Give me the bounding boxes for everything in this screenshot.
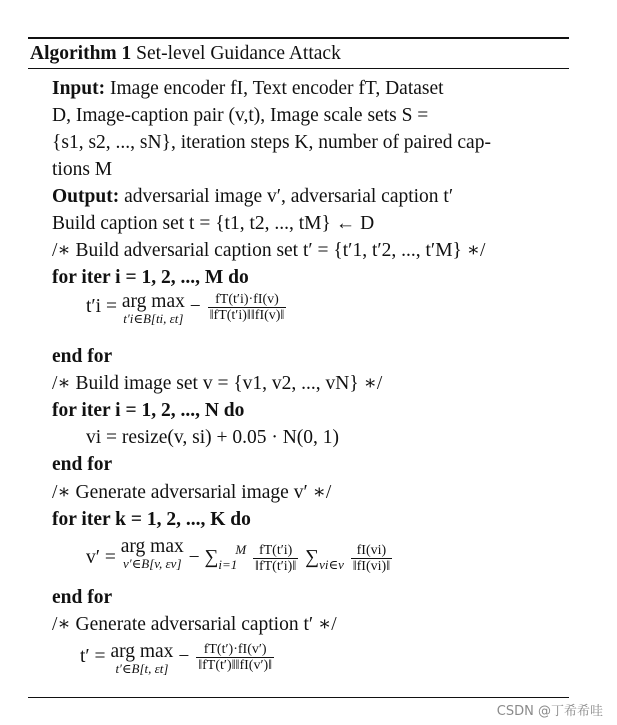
equation-caption-final — [80, 642, 276, 676]
input-label: Input: — [52, 78, 106, 99]
eq4-argmax-text: arg max — [110, 641, 174, 662]
output-text: adversarial image v′, adversarial caption t′ — [124, 186, 454, 207]
eq3-sum-1-subscript: i=1 — [218, 557, 238, 572]
end-for-3: end for — [52, 587, 113, 608]
eq4-argmax — [110, 642, 173, 676]
eq3-denominator-1: ‖fT(t′i)‖ — [255, 559, 297, 575]
input-line-4: tions M — [52, 159, 113, 180]
eq3-argmax-subscript: v′∈B[v, εv] — [123, 556, 182, 571]
eq4-argmax-subscript: t′∈B[t, εt] — [115, 661, 169, 676]
bottom-rule — [28, 697, 569, 698]
eq3-denominator-2: ‖fI(vi)‖ — [352, 559, 391, 575]
eq3-argmax-text: arg max — [120, 536, 184, 557]
eq3-numerator-2: fI(vi) — [351, 543, 392, 559]
header-rule — [28, 68, 569, 69]
equation-caption-update — [86, 292, 288, 326]
eq1-denominator: ‖fT(t′i)‖‖fI(v)‖ — [209, 308, 285, 323]
algorithm-header — [30, 41, 341, 67]
eq4-denominator: ‖fT(t′)‖‖fI(v′)‖ — [198, 658, 273, 673]
eq1-numerator: fT(t′i)·fI(v) — [208, 292, 287, 308]
eq3-sum-1-superscript: M — [235, 542, 247, 557]
comment-adversarial-caption: /∗ Generate adversarial caption t′ ∗/ — [52, 614, 337, 635]
eq3-numerator-1: fT(t′i) — [253, 543, 298, 559]
eq1-fraction — [208, 292, 287, 323]
algorithm-label: Algorithm 1 — [30, 43, 132, 64]
end-for-2: end for — [52, 454, 113, 475]
eq4-numerator: fT(t′)·fI(v′) — [196, 642, 274, 658]
eq4-minus: − — [178, 645, 190, 667]
eq4-fraction — [196, 642, 274, 673]
output-line — [52, 184, 453, 210]
eq1-argmax-subscript: t′i∈B[ti, εt] — [123, 311, 184, 326]
end-for-1: end for — [52, 346, 113, 367]
eq3-argmax — [121, 537, 184, 571]
eq3-sum-2: ∑ — [305, 547, 320, 568]
input-line-2: D, Image-caption pair (v,t), Image scale sets S = — [52, 105, 429, 126]
watermark: CSDN @丁希希哇 — [496, 704, 603, 719]
top-rule — [28, 37, 569, 39]
eq3-sum-1: ∑ — [204, 547, 219, 568]
eq3-minus: − — [188, 547, 200, 568]
algorithm-title: Set-level Guidance Attack — [136, 43, 341, 64]
output-label: Output: — [52, 186, 120, 207]
build-caption-line: Build caption set t = {t1, t2, ..., tM} ← D — [52, 213, 375, 234]
input-text-1: Image encoder fI, Text encoder fT, Dataset — [110, 78, 444, 99]
eq4-lhs: t′ = — [80, 645, 106, 667]
for-loop-iterations: for iter k = 1, 2, ..., K do — [52, 509, 251, 530]
eq3-lhs: v′ = — [86, 547, 116, 568]
eq1-argmax — [122, 292, 185, 326]
input-line-1 — [52, 76, 444, 102]
eq1-lhs: t′i = — [86, 295, 117, 317]
eq3-fraction-1 — [253, 543, 298, 574]
for-loop-images: for iter i = 1, 2, ..., N do — [52, 400, 245, 421]
eq1-minus: − — [189, 295, 201, 317]
comment-image-set: /∗ Build image set v = {v1, v2, ..., vN} ∗/ — [52, 373, 383, 394]
eq3-fraction-2 — [351, 543, 392, 574]
for-loop-captions: for iter i = 1, 2, ..., M do — [52, 267, 249, 288]
comment-caption-set: /∗ Build adversarial caption set t′ = {t′1, t′2, ..., t′M} ∗/ — [52, 240, 486, 261]
comment-adversarial-image: /∗ Generate adversarial image v′ ∗/ — [52, 482, 332, 503]
eq3-sum-2-subscript: vi∈v — [319, 557, 344, 572]
eq1-argmax-text: arg max — [121, 291, 185, 312]
equation-image-update — [86, 537, 394, 578]
equation-resize: vi = resize(v, si) + 0.05 · N(0, 1) — [86, 427, 340, 448]
input-line-3: {s1, s2, ..., sN}, iteration steps K, number of paired cap- — [52, 132, 491, 153]
